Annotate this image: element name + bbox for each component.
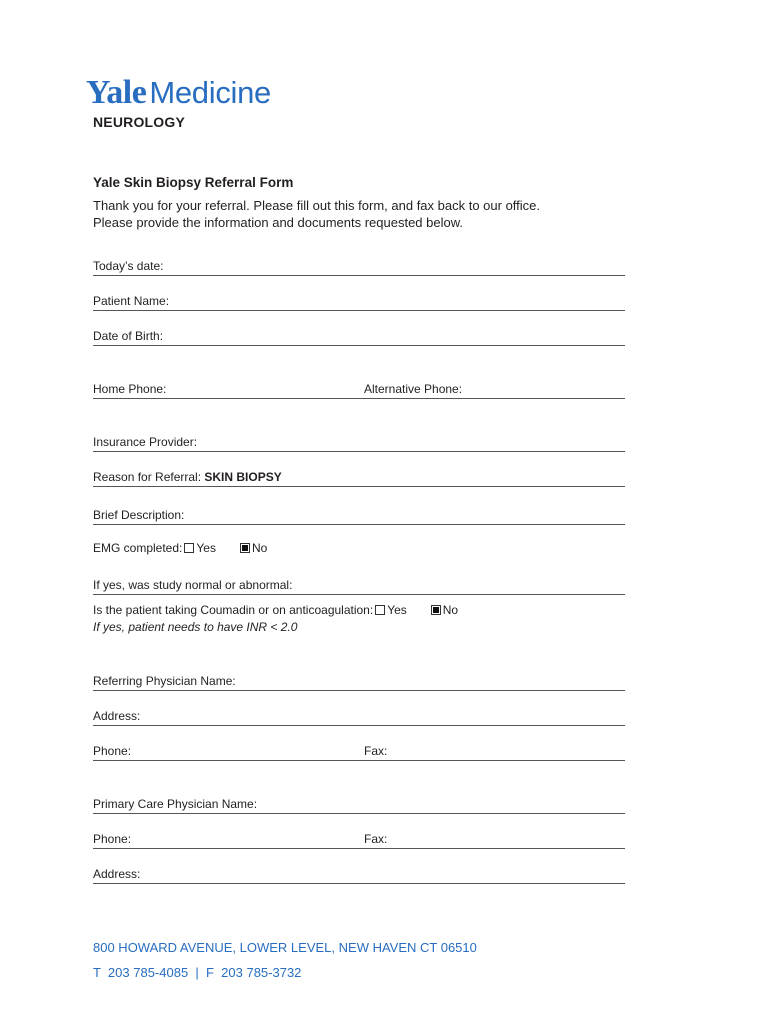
pcp-fax-label: Fax: (364, 832, 388, 846)
form-intro (93, 197, 633, 231)
reason-value: SKIN BIOPSY (204, 470, 282, 484)
referring-address-field[interactable] (93, 707, 625, 726)
referring-fax-label: Fax: (364, 744, 388, 758)
dob-field[interactable] (93, 327, 625, 346)
pcp-name-label: Primary Care Physician Name: (93, 797, 258, 811)
coumadin-yes-checkbox[interactable] (375, 605, 385, 615)
emg-no-checkbox[interactable] (240, 543, 250, 553)
emg-yes-checkbox[interactable] (184, 543, 194, 553)
emg-row (93, 541, 267, 555)
patient-name-field[interactable] (93, 292, 625, 311)
emg-yes-label: Yes (196, 541, 216, 555)
intro-line-2: Please provide the information and documents requested below. (93, 215, 464, 230)
footer-address: 800 HOWARD AVENUE, LOWER LEVEL, NEW HAVEN CT 06510 (93, 940, 477, 955)
intro-line-1: Thank you for your referral. Please fill out this form, and fax back to our office. (93, 198, 541, 213)
patient-name-label: Patient Name: (93, 294, 170, 308)
todays-date-label: Today’s date: (93, 259, 164, 273)
coumadin-row (93, 603, 458, 617)
study-result-field[interactable] (93, 576, 625, 595)
coumadin-no-checkbox[interactable] (431, 605, 441, 615)
coumadin-no-label: No (442, 603, 459, 617)
logo-yale-text: Yale (86, 74, 147, 111)
referring-physician-label: Referring Physician Name: (93, 674, 236, 688)
brief-description-label: Brief Description: (93, 508, 185, 522)
reason-field[interactable] (93, 468, 625, 487)
coumadin-yes-label: Yes (387, 603, 407, 617)
insurance-label: Insurance Provider: (93, 435, 198, 449)
footer-contact: T 203 785-4085 | F 203 785-3732 (93, 965, 302, 980)
todays-date-field[interactable] (93, 257, 625, 276)
insurance-field[interactable] (93, 433, 625, 452)
emg-no-label: No (251, 541, 268, 555)
pcp-name-field[interactable] (93, 795, 625, 814)
referring-phone-fax-row[interactable] (93, 742, 625, 761)
department-label: NEUROLOGY (93, 114, 186, 130)
inr-note: If yes, patient needs to have INR < 2.0 (93, 620, 298, 634)
alt-phone-label: Alternative Phone: (364, 382, 463, 396)
reason-row (93, 470, 282, 484)
pcp-phone-fax-row[interactable] (93, 830, 625, 849)
home-phone-label: Home Phone: (93, 382, 167, 396)
pcp-phone-label: Phone: (93, 832, 132, 846)
coumadin-label: Is the patient taking Coumadin or on anticoagulation: (93, 603, 374, 617)
study-result-label: If yes, was study normal or abnormal: (93, 578, 293, 592)
referring-physician-field[interactable] (93, 672, 625, 691)
referring-phone-label: Phone: (93, 744, 132, 758)
referring-address-label: Address: (93, 709, 141, 723)
form-title: Yale Skin Biopsy Referral Form (93, 175, 294, 190)
emg-label: EMG completed: (93, 541, 183, 555)
pcp-address-field[interactable] (93, 865, 625, 884)
reason-label: Reason for Referral: (93, 470, 202, 484)
brief-description-field[interactable] (93, 506, 625, 525)
dob-label: Date of Birth: (93, 329, 164, 343)
logo-medicine-text: Medicine (149, 75, 271, 110)
pcp-address-label: Address: (93, 867, 141, 881)
phone-row[interactable] (93, 380, 625, 399)
yale-medicine-logo (86, 76, 271, 110)
